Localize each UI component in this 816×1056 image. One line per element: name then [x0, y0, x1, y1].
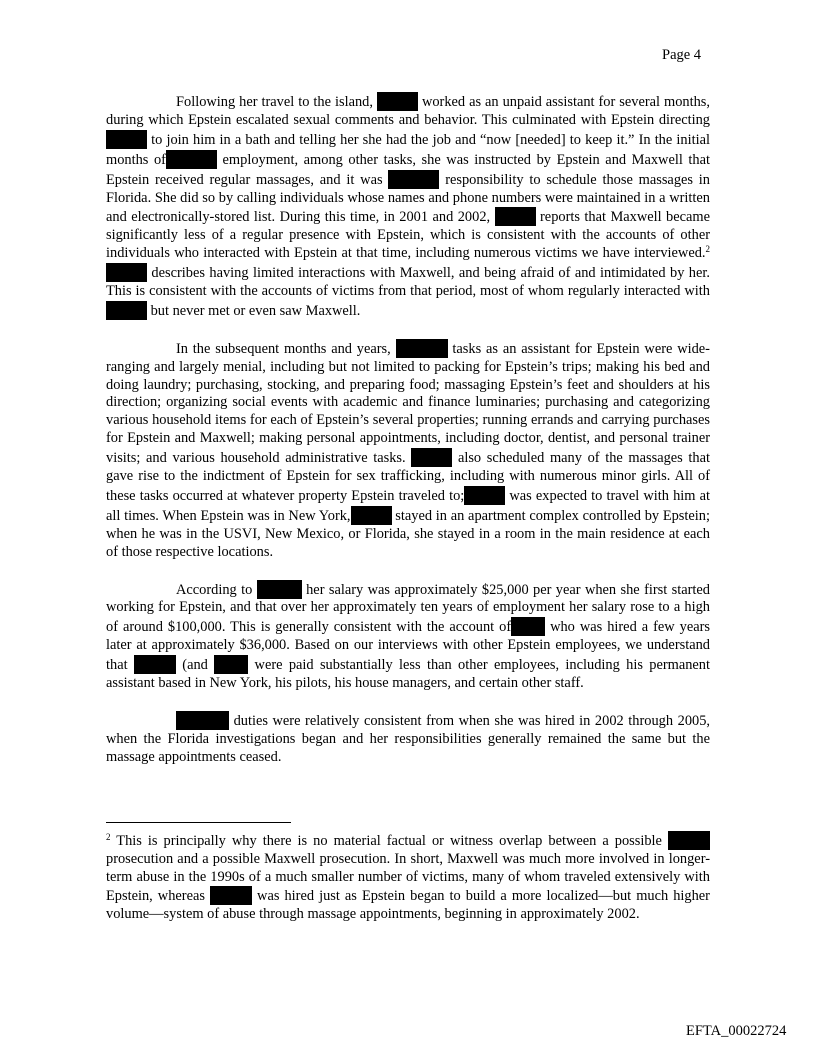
text-run: worked as an unpaid assistant for several months, during which Epstein escalated sexual comments and behavior. This culminated with Epstein directing — [106, 94, 710, 128]
redaction-box — [351, 506, 392, 525]
redaction-box — [511, 617, 545, 636]
bates-number: EFTA_00022724 — [686, 1023, 787, 1039]
footnote-text — [106, 831, 710, 924]
redaction-box — [668, 831, 710, 850]
text-run: duties were relatively consistent from when she was hired in 2002 through 2005, when the Florida investigations began and her responsibilities generally remained the same but the massage appointments ceased. — [106, 712, 710, 765]
paragraph-1 — [106, 92, 710, 321]
redaction-box — [495, 207, 536, 226]
text-run: who was hired a few years later at approximately $36,000. Based on our interviews with other Epstein employees, we understand that — [106, 619, 710, 674]
text-run: According to — [176, 581, 253, 598]
paragraph-4 — [106, 711, 710, 767]
redaction-box — [134, 655, 176, 674]
text-run: describes having limited interactions with Maxwell, and being afraid of and intimidated by her. This is consistent with the accounts of victims from that period, most of whom regularly interacted with — [106, 265, 710, 300]
paragraph-2 — [106, 339, 710, 562]
text-run: was expected to travel with him at all times. When Epstein was in New York, — [106, 488, 710, 524]
text-run: responsibility to schedule those massages in Florida. She did so by calling individuals whose names and phone numbers were maintained in a written and electronically-stored list. During this time, in 2001 and 2002, — [106, 171, 710, 226]
text-run: employment, among other tasks, she was instructed by Epstein and Maxwell that Epstein received regular massages, and it was — [106, 151, 710, 188]
text-run: also scheduled many of the massages that gave rise to the indictment of Epstein for sex trafficking, including with numerous minor girls. All of these tasks occurred at whatever property Epstein traveled to; — [106, 450, 710, 505]
document-body — [106, 92, 710, 767]
redaction-box — [210, 886, 252, 905]
text-run: tasks as an assistant for Epstein were wide-ranging and largely menial, including but not limited to packing for Epstein’s trips; making his bed and doing laundry; purchasing, stocking, and preparing food; massaging Epstein’s feet and shoulders at his direction; organizing social events with academic and finance luminaries; purchasing and categorizing various household items for each of Epstein’s several properties; running errands and carrying purchases for Epstein and Maxwell; making personal appointments, including doctor, dentist, and personal trainer visits; and various household administrative tasks. — [106, 340, 710, 467]
text-run: In the subsequent months and years, — [176, 340, 391, 357]
footnote-separator — [106, 822, 291, 823]
text-run: but never met or even saw Maxwell. — [150, 302, 361, 319]
paragraph-3 — [106, 580, 710, 693]
redaction-box — [257, 580, 302, 599]
redaction-box — [106, 130, 147, 149]
redaction-box — [106, 301, 147, 320]
redaction-box — [464, 486, 505, 505]
footnote-marker: 2 — [106, 832, 111, 842]
page-number: Page 4 — [662, 47, 702, 63]
redaction-box — [411, 448, 452, 467]
text-run: was hired just as Epstein began to build a more localized—but much higher volume—system of abuse through massage appointments, beginning in approximately 2002. — [106, 888, 710, 923]
text-run: to join him in a bath and telling her she had the job and “now [needed] to keep it.” In the initial months of — [106, 131, 710, 168]
footnote — [106, 831, 710, 924]
text-run: (and — [182, 657, 208, 674]
redaction-box — [166, 150, 217, 169]
text-run: her salary was approximately $25,000 per year when she first started working for Epstein, and that over her approximately ten years of employment her salary rose to a high of around $100,000. This is generally consistent with the account of — [106, 581, 710, 636]
redaction-box — [388, 170, 439, 189]
text-run: were paid substantially less than other employees, including his permanent assistant based in New York, his pilots, his house managers, and certain other staff. — [106, 657, 710, 692]
redaction-box — [176, 711, 229, 730]
text-run: Following her travel to the island, — [176, 94, 373, 110]
redaction-box — [106, 263, 147, 282]
redaction-box — [396, 339, 448, 358]
redaction-box — [214, 655, 248, 674]
footnote-ref: 2 — [705, 244, 710, 255]
text-run: This is principally why there is no material factual or witness overlap between a possible — [116, 833, 662, 849]
text-run: stayed in an apartment complex controlled by Epstein; when he was in the USVI, New Mexico, or Florida, she stayed in a room in the main residence at each of those respective locations. — [106, 507, 710, 560]
redaction-box — [377, 92, 418, 111]
text-run: prosecution and a possible Maxwell prosecution. In short, Maxwell was much more involved in longer-term abuse in the 1990s of a much smaller number of victims, many of whom traveled extensively with Epstein, whereas — [106, 850, 710, 905]
text-run: reports that Maxwell became significantly less of a regular presence with Epstein, which is consistent with the accounts of other individuals who interacted with Epstein at that time, including numerous victims we have interviewed. — [106, 209, 710, 262]
